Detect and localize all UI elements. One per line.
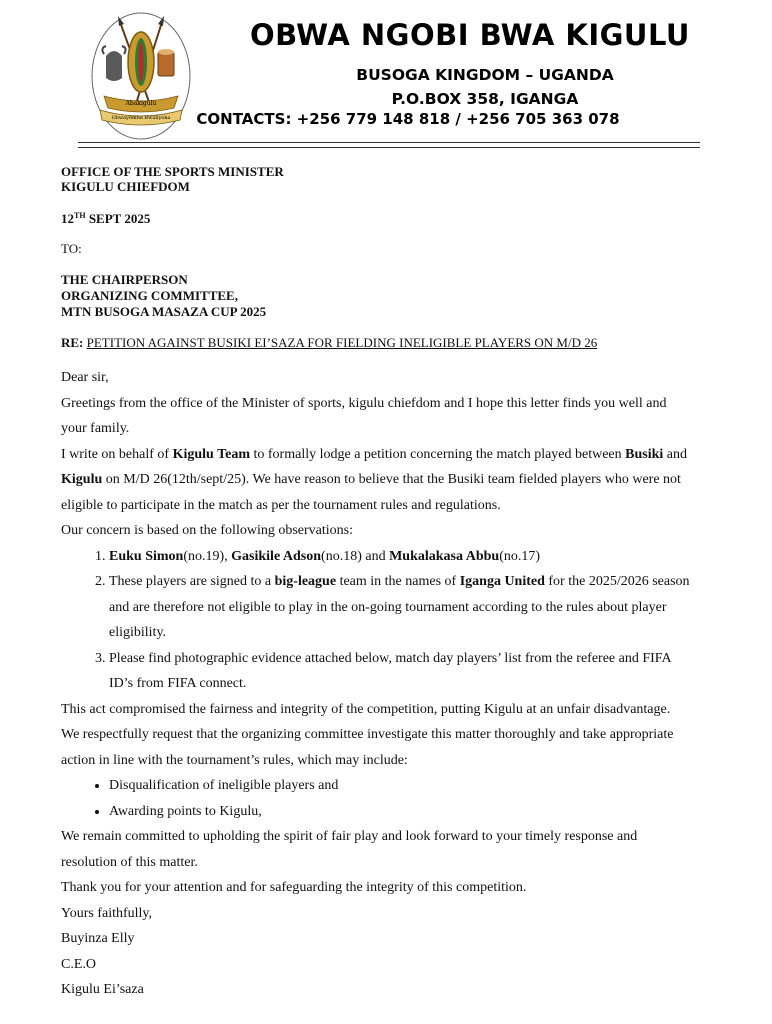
closing: Yours faithfully, <box>61 905 153 921</box>
club-name: Iganga United <box>459 574 545 589</box>
text: on M/D 26(12th/sept/25). We have reason to believe that the Busiki team fielded players who were not eligible to participate in the match as per the tournament rules and regulations. <box>61 472 681 513</box>
request-item: • Disqualification of ineligible players and <box>109 773 691 799</box>
observations-list <box>61 544 691 697</box>
player-name: Mukalakasa Abbu <box>389 548 500 564</box>
letter-content <box>61 164 691 1003</box>
re-subject: PETITION AGAINST BUSIKI EI’SAZA FOR FIELDING INELIGIBLE PLAYERS ON M/D 26 <box>86 335 598 350</box>
contacts-line: CONTACTS: +256 779 148 818 / +256 705 363 078 <box>196 110 620 128</box>
text: to formally lodge a petition concerning the match played between <box>250 446 626 462</box>
salutation: Dear sir, <box>61 370 109 385</box>
addressee-block <box>61 272 691 320</box>
date-day: 12 <box>61 211 74 226</box>
player-name: Gasikile Adson <box>231 548 322 564</box>
player-name: Euku Simon <box>109 548 184 564</box>
text: for the 2025/2026 season and are therefore not eligible to play in the on-going tournament according to the rules about player eligibility. <box>109 574 690 640</box>
greeting-paragraph: Greetings from the office of the Minister of sports, kigulu chiefdom and I hope this letter finds you well and your family. <box>61 395 667 436</box>
big-league-term: big-league <box>274 574 337 589</box>
kingdom-line: BUSOGA KINGDOM – UGANDA <box>356 66 614 84</box>
header-divider-bottom <box>78 147 700 148</box>
signatory-title: C.E.O <box>61 956 96 972</box>
request-paragraph: This act compromised the fairness and integrity of the competition, putting Kigulu at an unfair disadvantage. We respectfully request that the organizing committee investigate this matter thoroughly and take appropriate action in line with the tournament’s rules, which may include: <box>61 701 674 768</box>
sender-office <box>61 164 691 194</box>
player-number: (no.19), <box>183 548 232 564</box>
to-label: TO: <box>61 241 82 256</box>
team-name: Kigulu Team <box>172 446 250 462</box>
signatory-name: Buyinza Elly <box>61 931 135 946</box>
text: and <box>663 446 688 462</box>
office-line-1: OFFICE OF THE SPORTS MINISTER <box>61 164 284 179</box>
player-number: (no.17) <box>499 548 541 564</box>
concern-line: Our concern is based on the following observations: <box>61 523 353 538</box>
petition-paragraph <box>61 442 691 519</box>
text: team in the names of <box>336 574 460 589</box>
header-divider-top <box>78 142 700 143</box>
text: I write on behalf of <box>61 446 173 462</box>
date-rest: SEPT 2025 <box>85 211 151 226</box>
svg-text:Abakigulu: Abakigulu <box>125 100 157 107</box>
request-item: • Awarding points to Kigulu, <box>109 799 691 825</box>
organization-title: OBWA NGOBI BWA KIGULU <box>250 18 690 52</box>
letter-body <box>61 365 691 1003</box>
office-line-2: KIGULU CHIEFDOM <box>61 179 190 194</box>
kigulu-crest-logo <box>90 10 192 142</box>
commitment-paragraph: We remain committed to upholding the spirit of fair play and look forward to your timely response and resolution of this matter. <box>61 829 638 870</box>
date-suffix: TH <box>74 211 86 220</box>
player-number: (no.18) and <box>321 548 390 564</box>
thanks-paragraph: Thank you for your attention and for safeguarding the integrity of this competition. <box>61 880 527 895</box>
subject-line <box>61 335 691 351</box>
svg-text:Obwayemba Bwaliyoka: Obwayemba Bwaliyoka <box>111 115 171 121</box>
signatory-organization: Kigulu Ei’saza <box>61 982 144 997</box>
observation-item <box>109 569 691 646</box>
observation-item: 3. Please find photographic evidence attached below, match day players’ list from the referee and FIFA ID’s from FIFA connect. <box>109 646 691 697</box>
letter-date <box>61 211 691 227</box>
addressee-line-2: ORGANIZING COMMITTEE, <box>61 288 238 303</box>
observation-item <box>109 544 691 570</box>
text: These players are signed to a <box>109 574 275 589</box>
requests-list <box>61 773 691 824</box>
letterhead <box>0 0 772 150</box>
team-kigulu: Kigulu <box>61 472 103 487</box>
po-box-line: P.O.BOX 358, IGANGA <box>391 90 579 108</box>
addressee-line-3: MTN BUSOGA MASAZA CUP 2025 <box>61 304 267 319</box>
addressee-line-1: THE CHAIRPERSON <box>61 272 188 287</box>
re-label: RE: <box>61 335 84 350</box>
team-busiki: Busiki <box>625 446 664 462</box>
